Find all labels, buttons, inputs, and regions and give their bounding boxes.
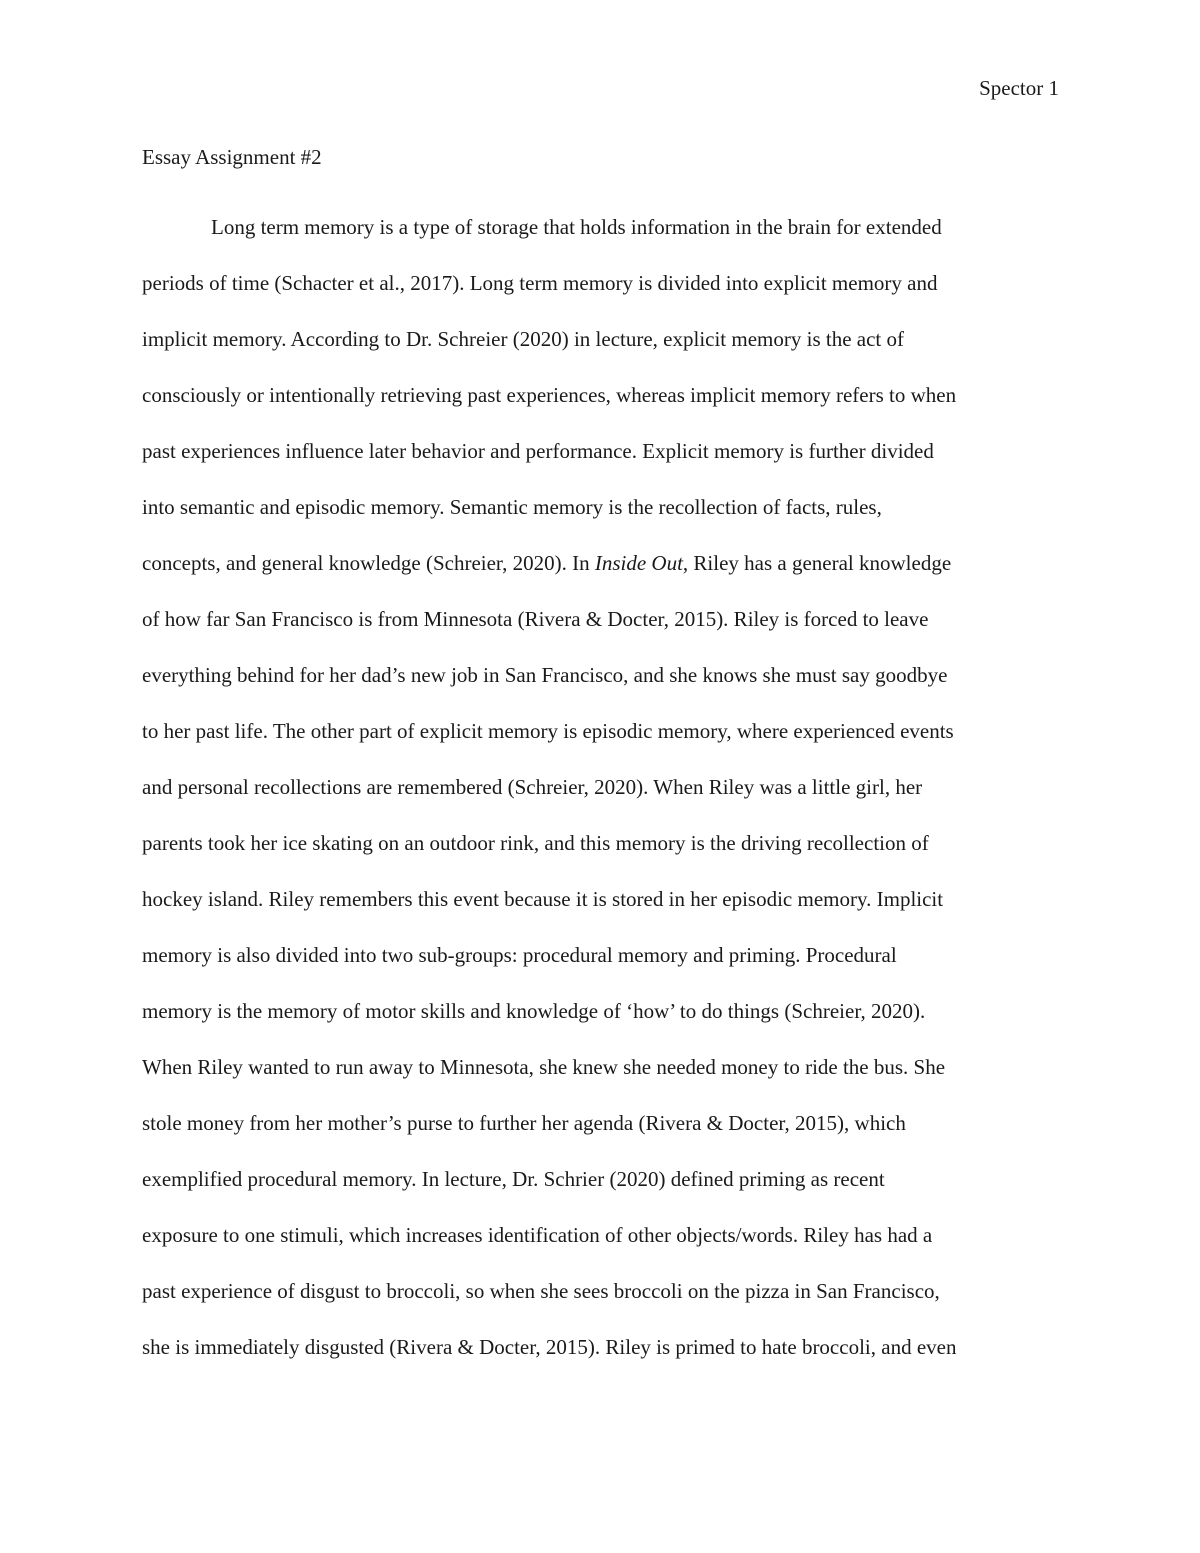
body-line: exposure to one stimuli, which increases identification of other objects/words. Riley has had a xyxy=(142,1223,933,1247)
body-line: parents took her ice skating on an outdoor rink, and this memory is the driving recollection of xyxy=(142,831,929,855)
body-text-segment: concepts, and general knowledge (Schreier, 2020). In xyxy=(142,551,595,575)
body-line: to her past life. The other part of explicit memory is episodic memory, where experienced events xyxy=(142,719,954,743)
body-text-segment: , Riley has a general knowledge xyxy=(682,551,952,575)
essay-title: Essay Assignment #2 xyxy=(142,145,322,169)
body-line: everything behind for her dad’s new job in San Francisco, and she knows she must say goodbye xyxy=(142,663,948,687)
film-title: Inside Out xyxy=(594,551,683,575)
body-line: implicit memory. According to Dr. Schreier (2020) in lecture, explicit memory is the act of xyxy=(142,327,905,351)
body-line: stole money from her mother’s purse to further her agenda (Rivera & Docter, 2015), which xyxy=(142,1111,906,1135)
body-line-with-film-title xyxy=(142,535,1062,591)
essay-body xyxy=(142,199,1062,1375)
body-line: periods of time (Schacter et al., 2017). Long term memory is divided into explicit memory and xyxy=(142,271,938,295)
body-line: exemplified procedural memory. In lecture, Dr. Schrier (2020) defined priming as recent xyxy=(142,1167,885,1191)
body-line: of how far San Francisco is from Minnesota (Rivera & Docter, 2015). Riley is forced to leave xyxy=(142,607,929,631)
body-line: memory is also divided into two sub-groups: procedural memory and priming. Procedural xyxy=(142,943,897,967)
body-line: Long term memory is a type of storage that holds information in the brain for extended xyxy=(211,215,942,239)
body-line: past experience of disgust to broccoli, so when she sees broccoli on the pizza in San Francisco, xyxy=(142,1279,940,1303)
body-line: past experiences influence later behavior and performance. Explicit memory is further divided xyxy=(142,439,934,463)
body-line: consciously or intentionally retrieving past experiences, whereas implicit memory refers to when xyxy=(142,383,957,407)
body-line: memory is the memory of motor skills and knowledge of ‘how’ to do things (Schreier, 2020). xyxy=(142,999,926,1023)
running-head: Spector 1 xyxy=(979,76,1059,100)
body-line: she is immediately disgusted (Rivera & Docter, 2015). Riley is primed to hate broccoli, and even xyxy=(142,1335,957,1359)
body-line: When Riley wanted to run away to Minnesota, she knew she needed money to ride the bus. She xyxy=(142,1055,946,1079)
body-line: hockey island. Riley remembers this event because it is stored in her episodic memory. Implicit xyxy=(142,887,944,911)
body-line: and personal recollections are remembered (Schreier, 2020). When Riley was a little girl, her xyxy=(142,775,923,799)
body-line: into semantic and episodic memory. Semantic memory is the recollection of facts, rules, xyxy=(142,495,882,519)
